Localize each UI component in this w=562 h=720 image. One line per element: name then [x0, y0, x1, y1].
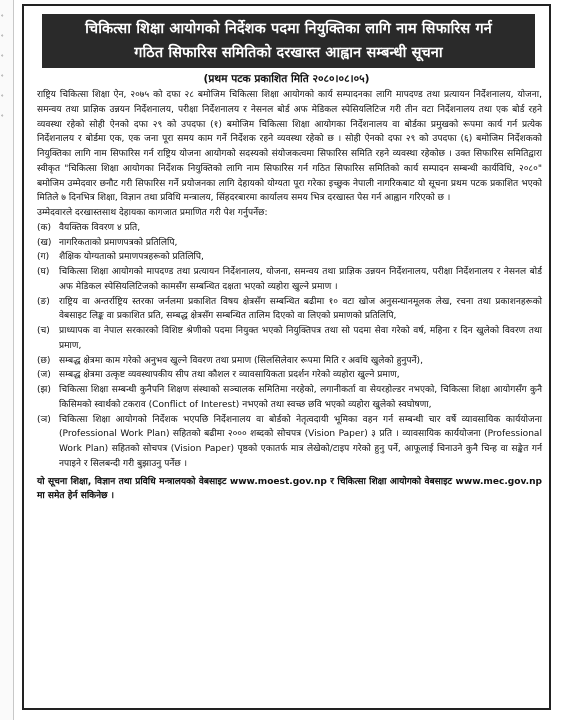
list-item-text: शैक्षिक योग्यताको प्रमाणपत्रहरूको प्रतिलिपि, — [59, 252, 204, 263]
list-item-text: प्राध्यापक वा नेपाल सरकारको विशिष्ट श्रेणीको पदमा नियुक्त भएको नियुक्तिपत्र तथा सो पदमा सेवा गरेको वर्ष, महिना र दिन खुलेको विवरण तथा प्रमाण, — [59, 326, 542, 351]
list-item-marker: (घ) — [37, 267, 50, 277]
list-item-text: सम्बद्ध क्षेत्रमा उत्कृष्ट व्यवस्थापकीय सीप तथा कौशल र व्यावसायिकता प्रदर्शन गरेको व्यहोरा खुल्ने प्रमाण, — [59, 370, 400, 381]
list-item-marker: (क) — [37, 222, 52, 233]
list-item — [37, 295, 542, 325]
list-item — [37, 236, 542, 251]
closing-paragraph: यो सूचना शिक्षा, विज्ञान तथा प्रविधि मन्त्रालयको वेबसाइट www.moest.gov.np र चिकित्सा शिक्षा आयोगको वेबसाइट www.mec.gov.np मा समेत हेर्न सकिनेछ । — [37, 476, 542, 502]
instruction-line: उम्मेदवारले दरखास्तसाथ देहायका कागजात प्रमाणित गरी पेश गर्नुपर्नेछ: — [37, 208, 268, 218]
notice-title — [42, 14, 535, 68]
notice-body — [37, 88, 542, 504]
publication-date: (प्रथम पटक प्रकाशित मिति २०८०।०८।०५) — [203, 73, 370, 85]
title-line-2: गठित सिफारिस समितिको दरखास्त आह्वान सम्बन्धी सूचना — [134, 45, 443, 61]
list-item — [37, 265, 542, 295]
list-item — [37, 324, 542, 354]
list-item-text: चिकित्सा शिक्षा सम्बन्धी कुनैपनि शिक्षण संस्थाको सञ्चालक समितिमा नरहेको, लगानीकर्ता वा सेयरहोल्डर नभएको, चिकित्सा शिक्षा आयोगसँग कुनै किसिमको स्वार्थको टकराव (Conflict of Interest) नभएको तथा स्वच्छ छवि भएको व्यहोरा खुलेको स्वघोषणा, — [59, 385, 542, 410]
list-item-marker: (च) — [37, 326, 50, 336]
list-item-text: चिकित्सा शिक्षा आयोगको मापदण्ड तथा प्रत्यायन निर्देशनालय, योजना, समन्वय तथा प्राज्ञिक उन्नयन निर्देशनालय, परीक्षा निर्देशनालय र नेसनल बोर्ड अफ मेडिकल स्पेसियलिटिजको कामसँग सम्बन्धित दक्षता भएको व्यहोरा खुल्ने प्रमाण । — [59, 267, 542, 292]
list-item-text: राष्ट्रिय वा अन्तर्राष्ट्रिय स्तरका जर्नलमा प्रकाशित विषय क्षेत्रसँग सम्बन्धित बढीमा १० वटा खोज अनुसन्धानमूलक लेख, रचना तथा प्रकाशनहरूको वेबसाइट लिङ्क वा प्रकाशित प्रति, सम्बद्ध क्षेत्रसँग सम्बन्धित तालिम दिएको वा लिएको प्रमाणको प्रतिलिपि, — [59, 296, 542, 322]
list-item-marker: (ग) — [37, 252, 50, 263]
list-item — [37, 221, 542, 236]
list-item — [37, 250, 542, 265]
list-item-marker: (ङ) — [37, 296, 50, 307]
list-item-marker: (ज) — [37, 370, 51, 381]
list-item — [37, 383, 542, 413]
list-item-text: चिकित्सा शिक्षा आयोगको निर्देशक भएपछि निर्देशनालय वा बोर्डको नेतृत्वदायी भूमिका वहन गर्न सम्बन्धी चार वर्षे व्यावसायिक कार्ययोजना (Professional Work Plan) सहितको बढीमा २००० शब्दको सोचपत्र (Vision Paper) ३ प्रति । व्यावसायिक कार्ययोजना (Professional Work Plan) सहितको सोचपत्र (Vision Paper) पृष्ठको एकातर्फ मात्र लेखेको/टाइप गरेको हुनु पर्ने, आफूलाई चिनाउने कुनै चिन्ह वा सङ्केत गर्न नपाइने र सिलबन्दी गरी बुझाउनु पर्नेछ । — [59, 414, 542, 469]
list-item-marker: (ख) — [37, 237, 52, 248]
list-item-marker: (झ) — [37, 385, 51, 395]
adjacent-page-edge: ॰ ॰ ॰ ॰ ॰ ॰ — [0, 0, 14, 720]
list-item — [37, 413, 542, 472]
list-item — [37, 354, 542, 369]
list-item-marker: (ञ) — [37, 414, 51, 425]
list-item — [37, 368, 542, 383]
list-item-marker: (छ) — [37, 355, 51, 366]
list-item-text: नागरिकताको प्रमाणपत्रको प्रतिलिपि, — [59, 237, 178, 248]
title-line-1: चिकित्सा शिक्षा आयोगको निर्देशक पदमा नियुक्तिका लागि नाम सिफारिस गर्न — [85, 21, 492, 37]
list-item-text: वैयक्तिक विवरण ४ प्रति, — [59, 222, 141, 233]
notice-frame — [22, 4, 551, 710]
list-item-text: सम्बद्ध क्षेत्रमा काम गरेको अनुभव खुल्ने विवरण तथा प्रमाण (सिलसिलेवार रूपमा मिति र अवधि खुलेको हुनुपर्ने), — [59, 355, 423, 366]
intro-paragraph: राष्ट्रिय चिकित्सा शिक्षा ऐन, २०७५ को दफा २८ बमोजिम चिकित्सा शिक्षा आयोगको कार्य सम्पादनका लागि मापदण्ड तथा प्रत्यायन निर्देशनालय, योजना, समन्वय तथा प्राज्ञिक उन्नयन निर्देशनालय, परीक्षा निर्देशनालय र नेसनल बोर्ड अफ मेडिकल स्पेसियलिटिज गरी तीन वटा निर्देशनालय तथा एक बोर्ड रहने व्यवस्था रहेको सोही ऐनको दफा २९ को उपदफा (१) बमोजिम चिकित्सा शिक्षा आयोगका निर्देशनालय वा बोर्डका प्रमुखको रूपमा कार्य गर्न प्रत्येक निर्देशनालय र बोर्डमा एक, एक जना पूरा समय काम गर्ने निर्देशक रहने व्यवस्था रहेको छ । सोही ऐनको दफा २९ को उपदफा (६) बमोजिम निर्देशकको नियुक्तिका लागि नाम सिफारिस गर्न राष्ट्रिय योजना आयोगको सदस्यको संयोजकत्वमा सिफारिस समिति रहने व्यवस्था रहेकोछ । उक्त सिफारिस समितिद्वारा स्वीकृत "चिकित्सा शिक्षा आयोगका निर्देशक नियुक्तिको लागि नाम सिफारिस गर्न गठित सिफारिस समितिको कार्य सम्पादन सम्बन्धी कार्यविधि, २०८०" बमोजिम उम्मेदवार छनौट गरी सिफारिस गर्ने प्रयोजनका लागि देहायको योग्यता पूरा गरेका इच्छुक नेपाली नागरिकबाट यो सूचना प्रथम पटक प्रकाशित भएको मितिले ७ दिनभित्र शिक्षा, विज्ञान तथा प्रविधि मन्त्रालय, सिंहदरबारमा कार्यालय समय भित्र दरखास्त पेस गर्न आह्वान गरिएको छ । — [37, 90, 542, 204]
